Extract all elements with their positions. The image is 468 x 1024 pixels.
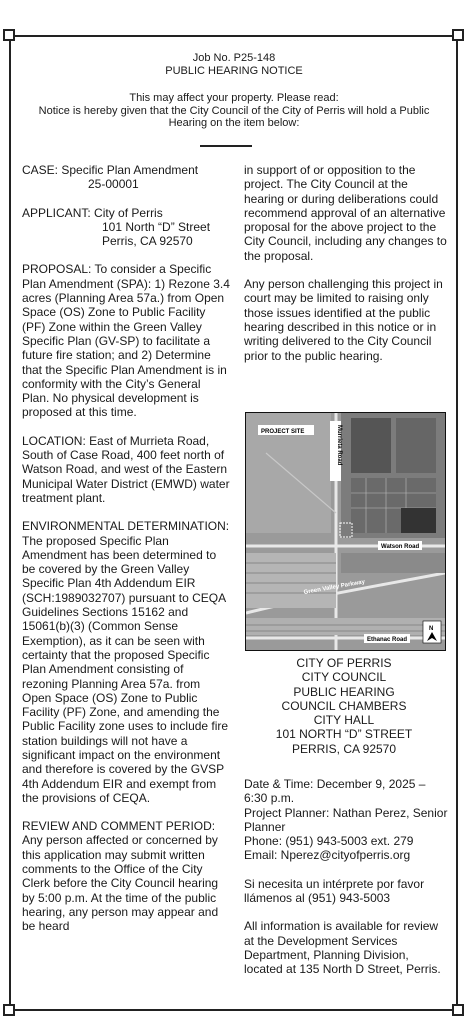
environmental-section: ENVIRONMENTAL DETERMINATION: The proposed Specific Plan Amendment has been determined to be covered by the Green Valley Specific Plan 4th Addendum EIR (SCH:1989032707) pursuant to CEQA Guidelines Sections 15162 and 15061(b)(3) (Common Sense Exemption), as it can be seen with certainty that the proposed Specific Plan Amendment consisting of rezoning Planning Area 57a. from Open Space (OS) Zone to Public Facility (PF) Zone, and amending the Public Facility zone uses to include fire station buildings will not have a significant impact on the environment and therefore is covered by the GVSP 4th Addendum EIR and exempt from the provisions of CEQA. — [22, 519, 230, 805]
spanish-note: Si necesita un intérprete por favor llámenos al (951) 943-5003 — [244, 876, 425, 906]
lead-text: This may affect your property. Please read: — [129, 92, 339, 104]
review-section: REVIEW AND COMMENT PERIOD: Any person affected or concerned by this application may submit written comments to the Office of the City Clerk before the City Council hearing by 5:00 p.m. At the time of the public hearing, any person may appear and be heard — [22, 819, 219, 934]
label-murrieta-road: Murrieta Road — [336, 425, 342, 466]
header-notice — [20, 92, 448, 130]
challenge-section: Any person challenging this project in court may be limited to raising only those issues identified at the public hearing described in this notice or in writing delivered to the City Council prior to the public hearing. — [244, 277, 443, 363]
vicinity-map — [245, 412, 446, 651]
applicant-section: APPLICANT: City of Perris 101 North “D” Street Perris, CA 92570 — [22, 205, 211, 249]
north-arrow-label: N — [429, 626, 434, 632]
divider — [200, 145, 252, 147]
label-ethanac-road: Ethanac Road — [367, 637, 408, 643]
notice-title: PUBLIC HEARING NOTICE — [165, 64, 303, 77]
info-note: All information is available for review at the Development Services Department, Planning Division, located at 135 North D Street, Perris. — [244, 919, 441, 977]
left-column — [22, 163, 230, 948]
right-column — [244, 163, 449, 377]
contact-block — [244, 777, 449, 991]
corner-ornament — [452, 29, 464, 41]
header-job — [20, 52, 448, 77]
venue-block: CITY OF PERRIS CITY COUNCIL PUBLIC HEARING COUNCIL CHAMBERS CITY HALL 101 NORTH “D” STREET PERRIS, CA 92570 — [275, 656, 413, 756]
label-project-site: PROJECT SITE — [261, 429, 305, 435]
case-section: CASE: Specific Plan Amendment 25-00001 — [22, 163, 199, 192]
job-number: Job No. P25-148 — [192, 52, 276, 64]
label-green-valley-parkway: Green Valley Parkway — [303, 579, 366, 596]
proposal-section: PROPOSAL: To consider a Specific Plan Amendment (SPA): 1) Rezone 3.4 acres (Planning Area 57a.) from Open Space (OS) Zone to Public Facility (PF) Zone within the Green Valley Specific Plan (GV-SP) to facilitate a future fire station; and 2) Determine that the Specific Plan Amendment is in conformity with the City’s General Plan. No physical development is proposed at this time. — [22, 262, 230, 420]
review-continued: in support of or opposition to the project. The City Council at the hearing or during deliberations could recommend approval of an alternative proposal for the above project to the City Council, including any changes to the proposal. — [244, 163, 447, 263]
label-watson-road: Watson Road — [381, 544, 420, 550]
corner-ornament — [3, 1004, 15, 1016]
aerial-map-image — [246, 413, 445, 650]
location-section: LOCATION: East of Murrieta Road, South of Case Road, 400 feet north of Watson Road, and west of the Eastern Municipal Water District (EMWD) water treatment plant. — [22, 433, 230, 505]
corner-ornament — [3, 29, 15, 41]
notice-text: Notice is hereby given that the City Council of the City of Perris will hold a Public Hearing on the item below: — [38, 104, 430, 129]
hearing-details: Date & Time: December 9, 2025 – 6:30 p.m. Project Planner: Nathan Perez, Senior Planner Phone: (951) 943-5003 ext. 279 Email: Nperez@cityofperris.org — [244, 777, 448, 863]
corner-ornament — [452, 1004, 464, 1016]
